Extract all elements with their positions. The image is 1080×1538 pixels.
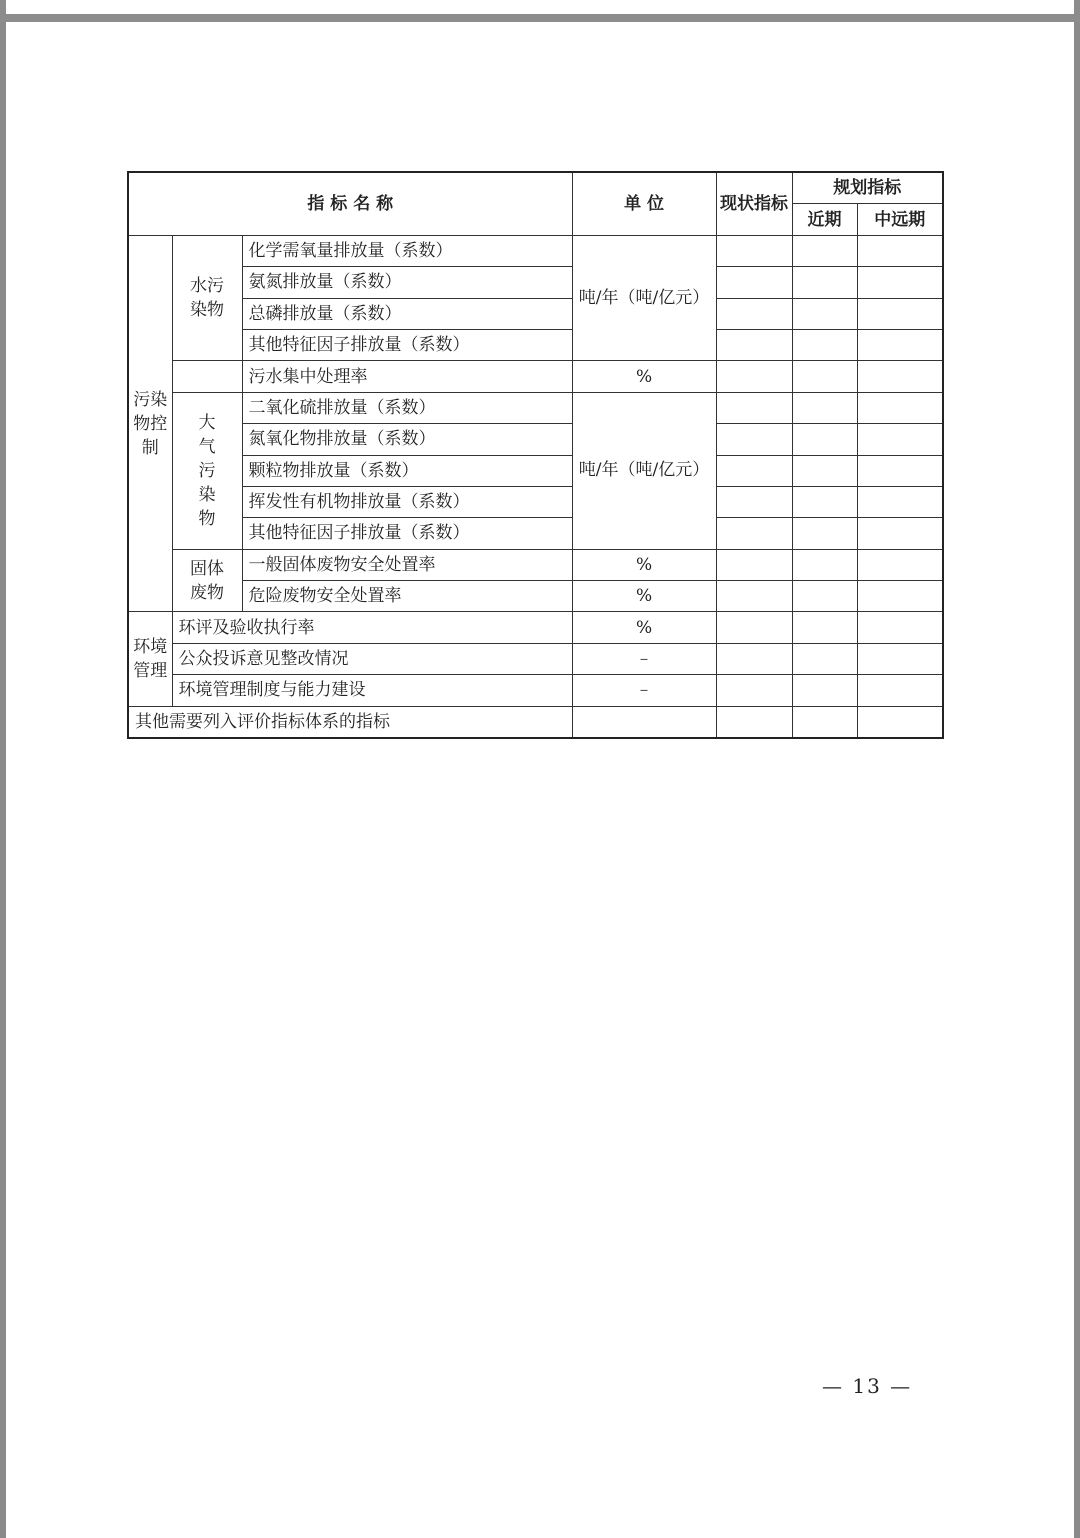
indicator-table [127, 171, 944, 739]
table-row [128, 424, 943, 455]
cell-near [792, 298, 857, 329]
cell-mid [857, 675, 943, 706]
subgroup-water: 水污染物 [172, 235, 242, 361]
indicator-name: 挥发性有机物排放量（系数） [242, 486, 572, 517]
cell-mid [857, 235, 943, 266]
cell-current [716, 675, 792, 706]
cell-current [716, 298, 792, 329]
unit-cell: % [572, 549, 716, 580]
cell-current [716, 392, 792, 423]
cell-mid [857, 329, 943, 360]
cell-near [792, 235, 857, 266]
table-row [128, 329, 943, 360]
indicator-name: 二氧化硫排放量（系数） [242, 392, 572, 423]
table-row [128, 612, 943, 643]
indicator-name: 一般固体废物安全处置率 [242, 549, 572, 580]
cell-mid [857, 298, 943, 329]
cell-mid [857, 612, 943, 643]
unit-cell: % [572, 612, 716, 643]
unit-cell: % [572, 361, 716, 392]
table-row [128, 392, 943, 423]
cell-near [792, 612, 857, 643]
cell-current [716, 361, 792, 392]
table-row [128, 675, 943, 706]
indicator-name: 其他特征因子排放量（系数） [242, 518, 572, 549]
page-number: — 13 — [822, 1374, 913, 1398]
cell-current [716, 549, 792, 580]
header-near-term: 近期 [792, 204, 857, 235]
table-row [128, 706, 943, 738]
group-env-management: 环境管理 [128, 612, 172, 706]
unit-cell: % [572, 581, 716, 612]
group-pollution-control: 污染物控制 [128, 235, 172, 612]
cell-near [792, 581, 857, 612]
indicator-name: 环评及验收执行率 [172, 612, 572, 643]
cell-current [716, 581, 792, 612]
table-row [128, 235, 943, 266]
cell-mid [857, 267, 943, 298]
cell-current [716, 518, 792, 549]
cell-mid [857, 424, 943, 455]
cell-near [792, 706, 857, 738]
cell-near [792, 424, 857, 455]
cell-near [792, 392, 857, 423]
header-planning: 规划指标 [792, 172, 943, 204]
cell-near [792, 455, 857, 486]
subgroup-water-blank [172, 361, 242, 392]
cell-mid [857, 706, 943, 738]
header-name: 指 标 名 称 [128, 172, 572, 235]
cell-mid [857, 518, 943, 549]
unit-cell: – [572, 675, 716, 706]
subgroup-air: 大气污染物 [172, 392, 242, 549]
indicator-name: 氨氮排放量（系数） [242, 267, 572, 298]
table-row [128, 643, 943, 674]
unit-cell [572, 706, 716, 738]
cell-near [792, 518, 857, 549]
cell-near [792, 675, 857, 706]
indicator-name: 其他特征因子排放量（系数） [242, 329, 572, 360]
cell-mid [857, 361, 943, 392]
cell-current [716, 424, 792, 455]
cell-mid [857, 486, 943, 517]
indicator-name: 公众投诉意见整改情况 [172, 643, 572, 674]
cell-current [716, 455, 792, 486]
unit-cell: – [572, 643, 716, 674]
table-row [128, 486, 943, 517]
indicator-name: 环境管理制度与能力建设 [172, 675, 572, 706]
table-row [128, 549, 943, 580]
cell-near [792, 486, 857, 517]
cell-near [792, 361, 857, 392]
table-row [128, 298, 943, 329]
table-row [128, 361, 943, 392]
cell-mid [857, 581, 943, 612]
header-mid-long-term: 中远期 [857, 204, 943, 235]
cell-current [716, 267, 792, 298]
cell-near [792, 329, 857, 360]
table-row [128, 267, 943, 298]
header-unit: 单 位 [572, 172, 716, 235]
cell-mid [857, 643, 943, 674]
indicator-name: 氮氧化物排放量（系数） [242, 424, 572, 455]
cell-current [716, 486, 792, 517]
indicator-name: 污水集中处理率 [242, 361, 572, 392]
cell-near [792, 267, 857, 298]
top-border [0, 0, 1080, 22]
indicator-other: 其他需要列入评价指标体系的指标 [128, 706, 572, 738]
cell-near [792, 643, 857, 674]
cell-current [716, 235, 792, 266]
cell-current [716, 643, 792, 674]
indicator-name: 颗粒物排放量（系数） [242, 455, 572, 486]
table-row [128, 518, 943, 549]
indicator-name: 化学需氧量排放量（系数） [242, 235, 572, 266]
cell-mid [857, 455, 943, 486]
cell-current [716, 706, 792, 738]
cell-mid [857, 549, 943, 580]
subgroup-solid: 固体废物 [172, 549, 242, 612]
cell-current [716, 329, 792, 360]
header-current: 现状指标 [716, 172, 792, 235]
table-row [128, 455, 943, 486]
unit-air: 吨/年（吨/亿元） [572, 392, 716, 549]
cell-current [716, 612, 792, 643]
cell-near [792, 549, 857, 580]
table-row [128, 581, 943, 612]
indicator-name: 危险废物安全处置率 [242, 581, 572, 612]
indicator-name: 总磷排放量（系数） [242, 298, 572, 329]
cell-mid [857, 392, 943, 423]
unit-water: 吨/年（吨/亿元） [572, 235, 716, 361]
